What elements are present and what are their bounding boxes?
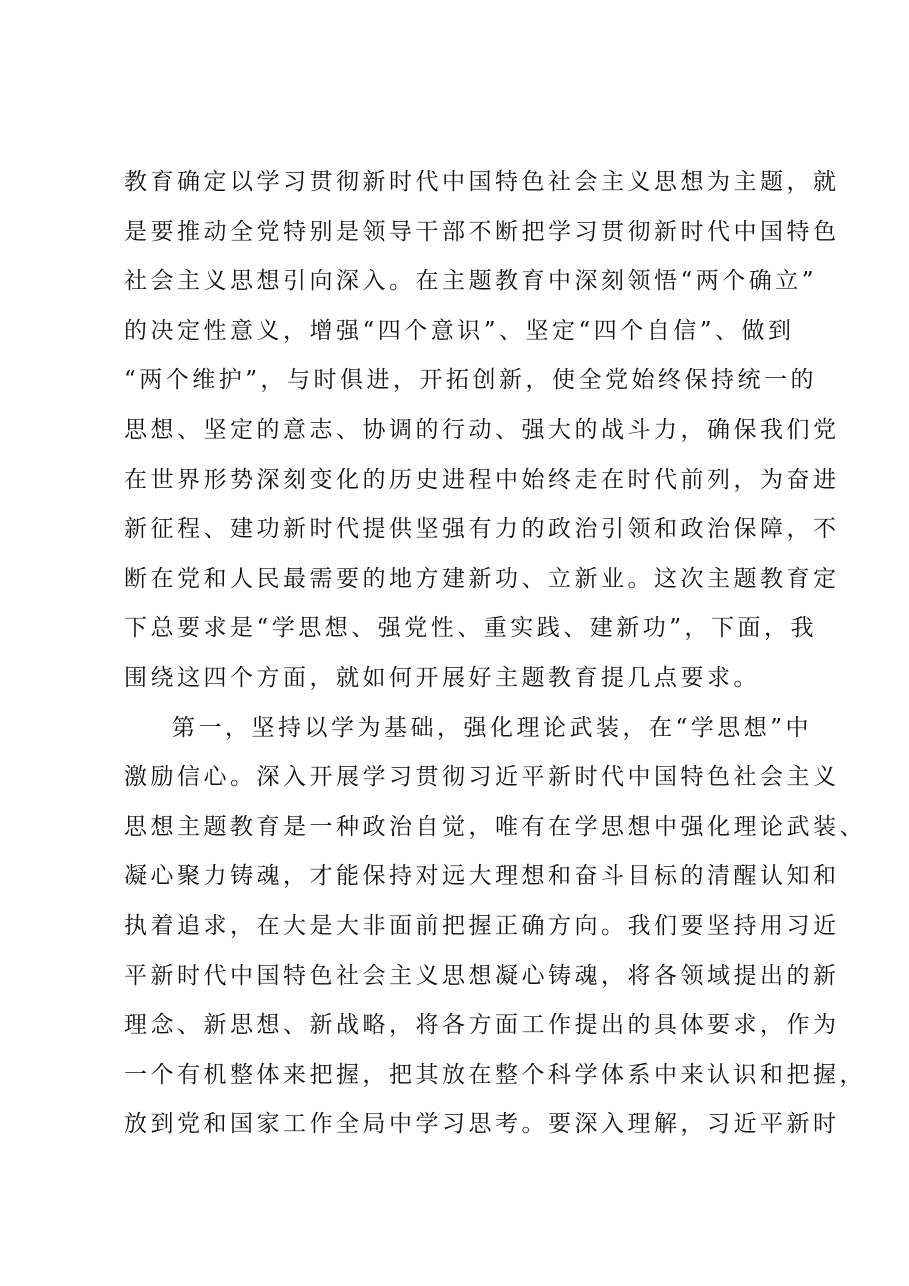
- text-line: 下总要求是“学思想、强党性、重实践、建新功”，下面，我: [124, 615, 818, 642]
- text-line: 新征程、建功新时代提供坚强有力的政治引领和政治保障，不: [124, 516, 840, 543]
- text-line: 思想、坚定的意志、协调的行动、强大的战斗力，确保我们党: [124, 416, 840, 443]
- text-line: 思想主题教育是一种政治自觉，唯有在学思想中强化理论武装、: [124, 813, 866, 840]
- text-line: 断在党和人民最需要的地方建新功、立新业。这次主题教育定: [124, 565, 840, 592]
- text-line: 理念、新思想、新战略，将各方面工作提出的具体要求，作为: [124, 1012, 840, 1039]
- text-line: “两个维护”，与时俱进，开拓创新，使全党始终保持统一的: [124, 367, 818, 394]
- text-line: 凝心聚力铸魂，才能保持对远大理想和奋斗目标的清醒认知和: [124, 863, 840, 890]
- text-line: 平新时代中国特色社会主义思想凝心铸魂，将各领域提出的新: [124, 962, 840, 989]
- text-line: 教育确定以学习贯彻新时代中国特色社会主义思想为主题，就: [124, 169, 840, 195]
- text-line: 在世界形势深刻变化的历史进程中始终走在时代前列，为奋进: [124, 466, 840, 493]
- text-line: 的决定性意义，增强“四个意识”、坚定“四个自信”、做到: [124, 317, 795, 344]
- text-line: 执着追求，在大是大非面前把握正确方向。我们要坚持用习近: [124, 912, 840, 939]
- text-line: 社会主义思想引向深入。在主题教育中深刻领悟“两个确立”: [124, 268, 818, 295]
- text-line: 围绕这四个方面，就如何开展好主题教育提几点要求。: [124, 664, 760, 691]
- text-line: 是要推动全党特别是领导干部不断把学习贯彻新时代中国特色: [124, 218, 840, 245]
- body-text: [124, 158, 866, 1150]
- text-line: 一个有机整体来把握，把其放在整个科学体系中来认识和把握，: [124, 1061, 866, 1088]
- text-line: 激励信心。深入开展学习贯彻习近平新时代中国特色社会主义: [124, 764, 840, 791]
- text-line: 放到党和国家工作全局中学习思考。要深入理解，习近平新时: [124, 1111, 840, 1138]
- paragraph-first-line: 第一，坚持以学为基础，强化理论武装，在“学思想”中: [172, 714, 813, 741]
